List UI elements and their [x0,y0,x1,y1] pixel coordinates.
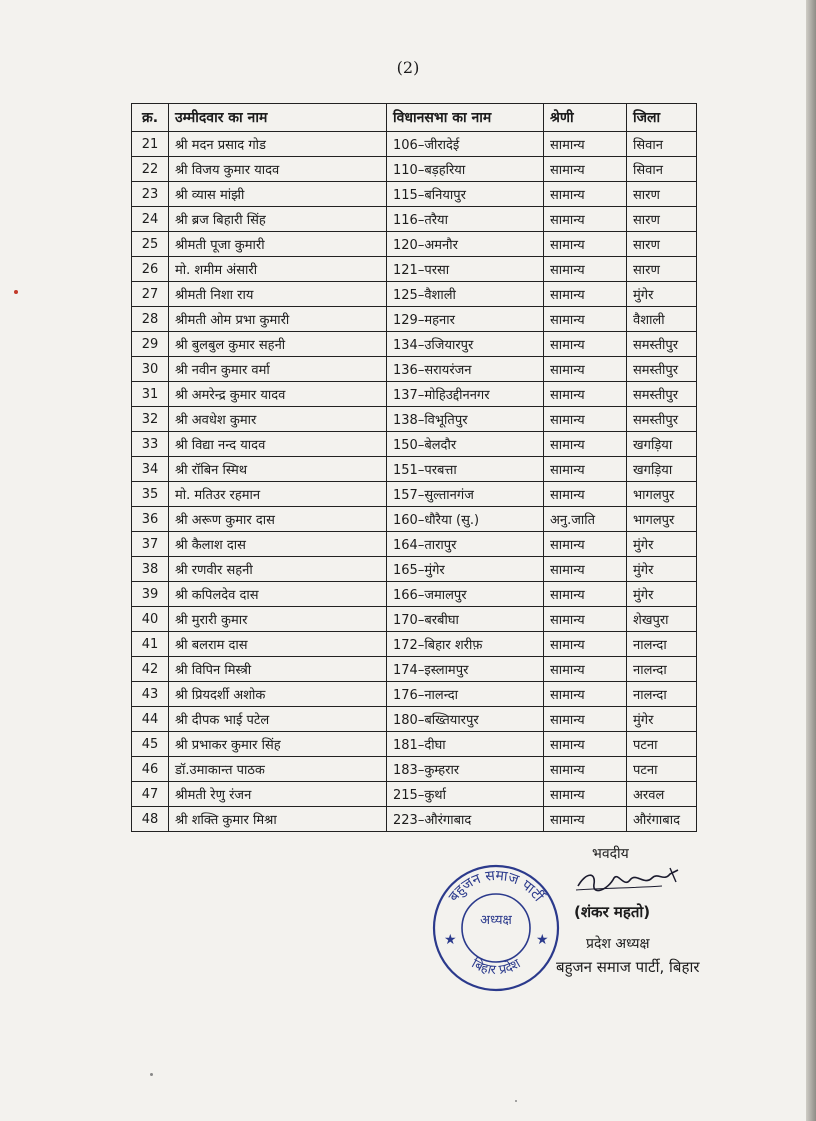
table-row [132,182,697,207]
candidate-name-cell: श्री बुलबुल कुमार सहनी [169,332,387,357]
category-cell: सामान्य [544,807,627,832]
constituency-cell: 136–सरायरंजन [387,357,544,382]
serial-number-cell: 26 [132,257,169,282]
candidate-name-cell: श्री दीपक भाई पटेल [169,707,387,732]
candidate-name-cell: श्री ब्रज बिहारी सिंह [169,207,387,232]
serial-number-cell: 38 [132,557,169,582]
category-cell: अनु.जाति [544,507,627,532]
table-row [132,157,697,182]
candidate-name-cell: श्रीमती ओम प्रभा कुमारी [169,307,387,332]
serial-number-cell: 46 [132,757,169,782]
category-cell: सामान्य [544,707,627,732]
district-cell: समस्तीपुर [627,407,697,432]
district-cell: नालन्दा [627,632,697,657]
stamp-center-text: अध्यक्ष [480,913,512,928]
candidate-name-cell: मो. शमीम अंसारी [169,257,387,282]
serial-number-cell: 40 [132,607,169,632]
table-row [132,582,697,607]
constituency-cell: 150–बेलदौर [387,432,544,457]
district-cell: समस्तीपुर [627,382,697,407]
scan-mark [14,290,18,294]
scan-mark [515,1100,517,1102]
category-cell: सामान्य [544,482,627,507]
candidate-name-cell: श्री प्रभाकर कुमार सिंह [169,732,387,757]
candidate-name-cell: श्री मदन प्रसाद गोड [169,132,387,157]
table-body [132,132,697,832]
constituency-cell: 137–मोहिउद्दीननगर [387,382,544,407]
district-cell: खगड़िया [627,432,697,457]
serial-number-cell: 25 [132,232,169,257]
category-cell: सामान्य [544,632,627,657]
category-cell: सामान्य [544,657,627,682]
table-row [132,757,697,782]
category-cell: सामान्य [544,357,627,382]
candidate-name-cell: श्री शक्ति कुमार मिश्रा [169,807,387,832]
constituency-cell: 170–बरबीघा [387,607,544,632]
serial-number-cell: 36 [132,507,169,532]
signer-name: (शंकर महतो) [574,903,651,921]
district-cell: मुंगेर [627,282,697,307]
candidate-name-cell: श्री रणवीर सहनी [169,557,387,582]
constituency-cell: 172–बिहार शरीफ़ [387,632,544,657]
table-row [132,432,697,457]
constituency-cell: 166–जमालपुर [387,582,544,607]
serial-number-cell: 37 [132,532,169,557]
stamp-top-text: बहुजन समाज पार्टी [445,867,547,905]
constituency-cell: 121–परसा [387,257,544,282]
candidate-name-cell: श्रीमती रेणु रंजन [169,782,387,807]
candidate-name-cell: श्री कपिलदेव दास [169,582,387,607]
constituency-cell: 115–बनियापुर [387,182,544,207]
constituency-cell: 183–कुम्हरार [387,757,544,782]
table-row [132,732,697,757]
serial-number-cell: 32 [132,407,169,432]
table-row [132,632,697,657]
serial-number-cell: 48 [132,807,169,832]
constituency-cell: 180–बख्तियारपुर [387,707,544,732]
stamp-star-left-icon: ★ [444,932,457,948]
category-cell: सामान्य [544,457,627,482]
constituency-cell: 181–दीघा [387,732,544,757]
candidate-name-cell: श्री नवीन कुमार वर्मा [169,357,387,382]
candidate-name-cell: श्री कैलाश दास [169,532,387,557]
constituency-cell: 164–तारापुर [387,532,544,557]
category-cell: सामान्य [544,257,627,282]
table-row [132,607,697,632]
serial-number-cell: 33 [132,432,169,457]
serial-number-cell: 31 [132,382,169,407]
category-cell: सामान्य [544,557,627,582]
district-cell: मुंगेर [627,557,697,582]
district-cell: वैशाली [627,307,697,332]
district-cell: सारण [627,257,697,282]
serial-number-cell: 34 [132,457,169,482]
constituency-cell: 160–धौरैया (सु.) [387,507,544,532]
category-cell: सामान्य [544,182,627,207]
serial-number-cell: 23 [132,182,169,207]
candidate-name-cell: श्री प्रियदर्शी अशोक [169,682,387,707]
constituency-cell: 215–कुर्था [387,782,544,807]
candidate-name-cell: श्री विजय कुमार यादव [169,157,387,182]
district-cell: औरंगाबाद [627,807,697,832]
serial-number-cell: 27 [132,282,169,307]
table-row [132,557,697,582]
category-cell: सामान्य [544,532,627,557]
district-cell: सिवान [627,157,697,182]
candidate-name-cell: डॉ.उमाकान्त पाठक [169,757,387,782]
category-cell: सामान्य [544,132,627,157]
serial-number-cell: 35 [132,482,169,507]
stamp-star-right-icon: ★ [536,932,549,948]
district-cell: भागलपुर [627,507,697,532]
district-cell: पटना [627,732,697,757]
district-cell: सिवान [627,132,697,157]
table-row [132,232,697,257]
header-sno: क्र. [132,104,169,132]
constituency-cell: 106–जीरादेई [387,132,544,157]
table-row [132,682,697,707]
district-cell: मुंगेर [627,532,697,557]
table-row [132,457,697,482]
table-row [132,257,697,282]
serial-number-cell: 24 [132,207,169,232]
serial-number-cell: 44 [132,707,169,732]
category-cell: सामान्य [544,207,627,232]
category-cell: सामान्य [544,732,627,757]
category-cell: सामान्य [544,757,627,782]
serial-number-cell: 22 [132,157,169,182]
regards-text: भवदीय [592,846,629,862]
category-cell: सामान्य [544,682,627,707]
district-cell: भागलपुर [627,482,697,507]
table-row [132,382,697,407]
candidate-name-cell: श्री विपिन मिस्त्री [169,657,387,682]
party-stamp [428,860,564,996]
candidate-name-cell: मो. मतिउर रहमान [169,482,387,507]
candidate-name-cell: श्री अमरेन्द्र कुमार यादव [169,382,387,407]
stamp-bottom-text: बिहार प्रदेश [468,956,524,979]
constituency-cell: 120–अमनौर [387,232,544,257]
category-cell: सामान्य [544,332,627,357]
district-cell: मुंगेर [627,582,697,607]
serial-number-cell: 47 [132,782,169,807]
district-cell: पटना [627,757,697,782]
constituency-cell: 125–वैशाली [387,282,544,307]
category-cell: सामान्य [544,432,627,457]
scan-mark [150,1073,153,1076]
table-row [132,332,697,357]
serial-number-cell: 43 [132,682,169,707]
constituency-cell: 223–औरंगाबाद [387,807,544,832]
table-row [132,507,697,532]
serial-number-cell: 41 [132,632,169,657]
table-row [132,282,697,307]
candidate-name-cell: श्री व्यास मांझी [169,182,387,207]
serial-number-cell: 45 [132,732,169,757]
serial-number-cell: 29 [132,332,169,357]
district-cell: शेखपुरा [627,607,697,632]
table-row [132,357,697,382]
table-row [132,407,697,432]
table-row [132,482,697,507]
category-cell: सामान्य [544,157,627,182]
category-cell: सामान्य [544,782,627,807]
constituency-cell: 110–बड़हरिया [387,157,544,182]
constituency-cell: 174–इस्लामपुर [387,657,544,682]
candidate-name-cell: श्री विद्या नन्द यादव [169,432,387,457]
header-district: जिला [627,104,697,132]
candidate-name-cell: श्री रॉबिन स्मिथ [169,457,387,482]
category-cell: सामान्य [544,382,627,407]
serial-number-cell: 39 [132,582,169,607]
district-cell: खगड़िया [627,457,697,482]
district-cell: नालन्दा [627,682,697,707]
candidate-table [131,103,697,832]
candidate-name-cell: श्री मुरारी कुमार [169,607,387,632]
constituency-cell: 138–विभूतिपुर [387,407,544,432]
candidate-name-cell: श्री अवधेश कुमार [169,407,387,432]
candidate-name-cell: श्रीमती पूजा कुमारी [169,232,387,257]
constituency-cell: 129–महनार [387,307,544,332]
category-cell: सामान्य [544,282,627,307]
category-cell: सामान्य [544,307,627,332]
category-cell: सामान्य [544,582,627,607]
table-row [132,207,697,232]
table-header-row [132,104,697,132]
category-cell: सामान्य [544,407,627,432]
table-row [132,707,697,732]
serial-number-cell: 42 [132,657,169,682]
candidate-name-cell: श्रीमती निशा राय [169,282,387,307]
serial-number-cell: 21 [132,132,169,157]
header-category: श्रेणी [544,104,627,132]
constituency-cell: 176–नालन्दा [387,682,544,707]
constituency-cell: 134–उजियारपुर [387,332,544,357]
district-cell: समस्तीपुर [627,357,697,382]
table-row [132,782,697,807]
page-number: (2) [396,58,420,77]
handwritten-signature [574,864,684,896]
signer-designation: प्रदेश अध्यक्ष [586,936,650,952]
table-row [132,807,697,832]
district-cell: अरवल [627,782,697,807]
constituency-cell: 116–तरैया [387,207,544,232]
district-cell: सारण [627,207,697,232]
table-row [132,132,697,157]
category-cell: सामान्य [544,607,627,632]
district-cell: सारण [627,232,697,257]
header-constituency: विधानसभा का नाम [387,104,544,132]
serial-number-cell: 30 [132,357,169,382]
table-row [132,307,697,332]
candidate-name-cell: श्री अरूण कुमार दास [169,507,387,532]
district-cell: मुंगेर [627,707,697,732]
party-name: बहुजन समाज पार्टी, बिहार [556,958,700,976]
serial-number-cell: 28 [132,307,169,332]
table-row [132,532,697,557]
district-cell: सारण [627,182,697,207]
category-cell: सामान्य [544,232,627,257]
district-cell: नालन्दा [627,657,697,682]
district-cell: समस्तीपुर [627,332,697,357]
constituency-cell: 151–परबत्ता [387,457,544,482]
constituency-cell: 157–सुल्तानगंज [387,482,544,507]
constituency-cell: 165–मुंगेर [387,557,544,582]
header-candidate-name: उम्मीदवार का नाम [169,104,387,132]
page-edge-shadow [806,0,816,1121]
table-row [132,657,697,682]
candidate-name-cell: श्री बलराम दास [169,632,387,657]
